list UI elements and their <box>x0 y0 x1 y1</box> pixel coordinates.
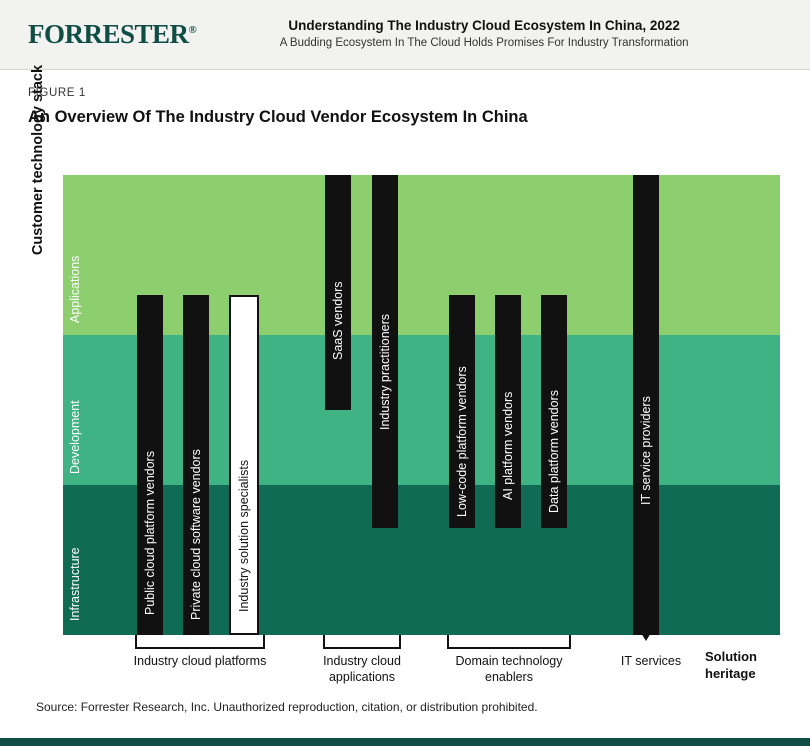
header-titles <box>196 17 782 52</box>
group-label-domain-technology-enablers: Domain technology enablers <box>455 654 563 685</box>
bar-data-platform-vendors <box>541 295 567 528</box>
bar-saas-vendors <box>325 175 351 410</box>
source-note: Source: Forrester Research, Inc. Unauthorized reproduction, citation, or distribution prohibited. <box>36 700 538 714</box>
bar-industry-solution-specialists <box>229 295 259 635</box>
it-services-arrow-icon <box>638 628 654 641</box>
report-subtitle: A Budding Ecosystem In The Cloud Holds Promises For Industry Transformation <box>279 37 689 50</box>
bracket-domain-technology-enablers <box>447 635 571 649</box>
group-label-industry-cloud-platforms: Industry cloud platforms <box>133 654 267 668</box>
layer-label-development: Development <box>68 400 82 474</box>
bar-label-it-service-providers: IT service providers <box>639 396 653 505</box>
forrester-logo <box>28 19 196 50</box>
bar-label-industry-practitioners: Industry practitioners <box>378 313 392 430</box>
bar-low-code-platform-vendors <box>449 295 475 528</box>
bar-private-cloud-software-vendors <box>183 295 209 635</box>
bar-industry-practitioners <box>372 175 398 528</box>
logo-text: FORRESTER <box>28 19 189 49</box>
bar-label-private-cloud-software-vendors: Private cloud software vendors <box>189 449 203 620</box>
layer-band-infrastructure <box>63 485 780 635</box>
bracket-industry-cloud-platforms <box>135 635 265 649</box>
bar-label-public-cloud-platform-vendors: Public cloud platform vendors <box>143 451 157 615</box>
bar-label-data-platform-vendors: Data platform vendors <box>547 390 561 513</box>
layer-band-applications <box>63 175 780 335</box>
y-axis-title: Customer technology stack <box>30 64 46 256</box>
bracket-industry-cloud-applications <box>323 635 401 649</box>
group-label-it-services: IT services <box>620 654 682 668</box>
logo-registered-mark: ® <box>188 24 197 36</box>
bar-it-service-providers <box>633 175 659 635</box>
footer-rule <box>0 738 810 746</box>
figure-label: FIGURE 1 <box>28 87 86 99</box>
group-label-industry-cloud-applications: Industry cloud applications <box>323 654 401 685</box>
x-axis-title: Solution heritage <box>705 649 757 681</box>
layer-label-infrastructure: Infrastructure <box>68 547 82 621</box>
layer-label-applications: Applications <box>68 255 82 323</box>
bar-public-cloud-platform-vendors <box>137 295 163 635</box>
figure-title: An Overview Of The Industry Cloud Vendor Ecosystem In China <box>28 108 528 126</box>
bar-label-ai-platform-vendors: AI platform vendors <box>501 391 515 500</box>
page-header <box>0 0 810 70</box>
chart-group-axis <box>63 635 780 695</box>
bar-label-industry-solution-specialists: Industry solution specialists <box>237 459 251 612</box>
bar-label-saas-vendors: SaaS vendors <box>331 281 345 360</box>
bar-ai-platform-vendors <box>495 295 521 528</box>
report-title: Understanding The Industry Cloud Ecosystem In China, 2022 <box>288 18 680 34</box>
bar-label-low-code-platform-vendors: Low-code platform vendors <box>455 366 469 517</box>
layer-band-development <box>63 335 780 485</box>
chart-plot-area <box>63 175 780 635</box>
